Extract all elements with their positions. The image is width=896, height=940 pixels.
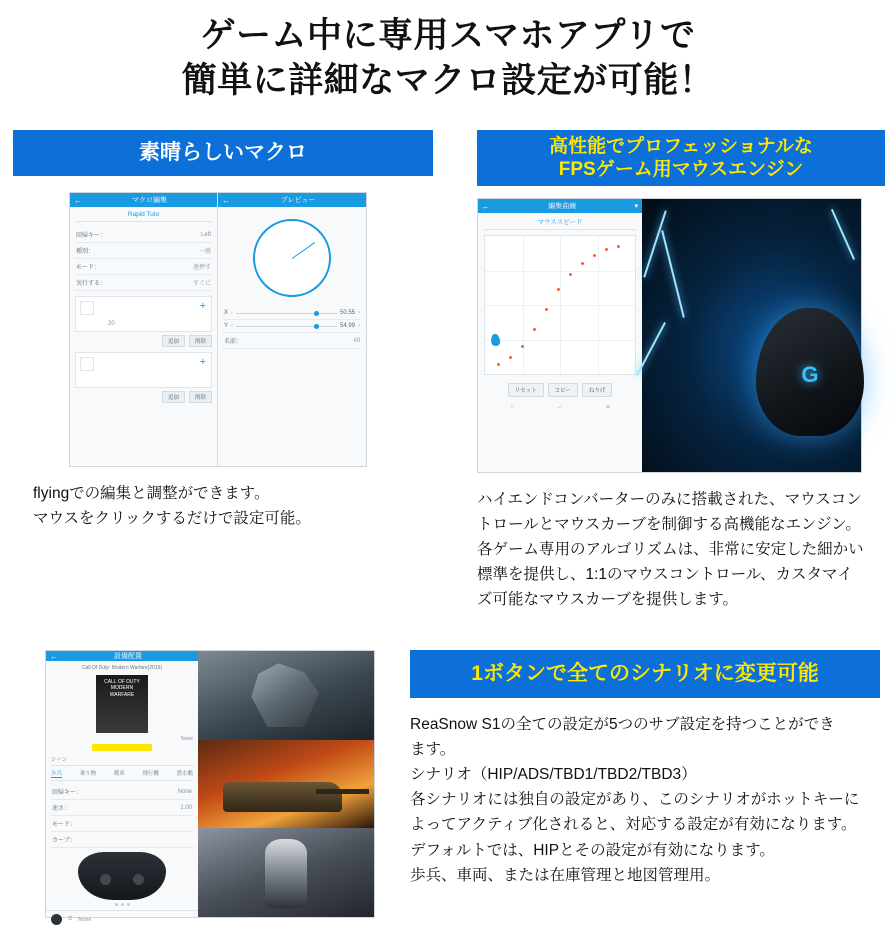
pager-dot[interactable] bbox=[115, 903, 118, 906]
pager-dots bbox=[51, 903, 193, 906]
scenario-text-line-7: 歩兵、車両、または在庫管理と地図管理用。 bbox=[410, 866, 721, 884]
pager-dot[interactable] bbox=[121, 903, 124, 906]
add-icon[interactable]: + bbox=[199, 300, 206, 312]
scenario-row-label: 回帰キー： bbox=[52, 790, 83, 796]
lightning-icon bbox=[830, 209, 854, 260]
scenario-text-line-4: 各シナリオには独自の設定があり、このシナリオがホットキーに bbox=[410, 791, 860, 809]
curve-apply-button[interactable]: ねりげ bbox=[582, 383, 613, 397]
left-stick-icon bbox=[100, 874, 111, 885]
macro-banner: 素晴らしいマクロ bbox=[13, 130, 433, 176]
preview-x-label: X bbox=[224, 310, 229, 316]
back-arrow-icon[interactable]: ← bbox=[50, 651, 58, 661]
scenario-title: 設備配置 bbox=[114, 653, 142, 660]
macro-preview-titlebar bbox=[218, 193, 366, 207]
tank-artwork bbox=[198, 740, 374, 829]
curve-foot-plus[interactable]: ＋ bbox=[509, 405, 515, 411]
scenario-game-name: Call Of Duty: Modern Warfare(2019) bbox=[81, 665, 163, 671]
scenario-banner bbox=[410, 650, 880, 698]
soldier-artwork bbox=[198, 828, 374, 917]
scenario-config-panel bbox=[46, 651, 198, 923]
scenario-tabs bbox=[51, 769, 193, 781]
tab-infantry[interactable]: 歩兵 bbox=[51, 771, 63, 777]
water-drop-icon bbox=[490, 333, 501, 346]
scenario-foot-value: None bbox=[78, 916, 92, 923]
pager-dot[interactable] bbox=[127, 903, 130, 906]
macro-edit-titlebar bbox=[70, 193, 217, 207]
curve-foot-minus[interactable]: ー bbox=[557, 405, 563, 411]
macro-preview-title: プレビュー bbox=[280, 197, 316, 204]
engine-banner-line-1: 高性能でプロフェッショナルな bbox=[549, 135, 813, 157]
tab-aircraft[interactable]: 飛行機 bbox=[142, 771, 159, 777]
mouse-speed-curve-chart[interactable] bbox=[484, 235, 636, 375]
tank-shape-icon bbox=[223, 782, 343, 812]
curve-editor-panel bbox=[478, 199, 642, 472]
headline-line-1: ゲーム中に専用スマホアプリで bbox=[200, 16, 696, 55]
engine-description bbox=[477, 487, 885, 613]
macro-caption-line-1: flyingでの編集と調整ができます。 bbox=[33, 485, 270, 502]
preview-y-value: 54.99 bbox=[339, 323, 355, 329]
scenario-row-label: モード： bbox=[52, 822, 76, 828]
chevron-left-icon[interactable]: ‹ bbox=[231, 323, 234, 329]
game-card-line-3: WARFARE bbox=[109, 691, 135, 698]
macro-section bbox=[13, 130, 433, 531]
scenario-row[interactable] bbox=[51, 816, 193, 832]
scenario-row[interactable] bbox=[51, 784, 193, 800]
macro-add-button[interactable]: 追加 bbox=[162, 335, 185, 347]
key-square-icon bbox=[80, 301, 94, 315]
chevron-down-icon[interactable]: ▾ bbox=[634, 203, 638, 210]
preview-y-label: Y bbox=[224, 323, 229, 329]
macro-caption-line-2: マウスをクリックするだけで設定可能。 bbox=[33, 510, 311, 528]
macro-row[interactable] bbox=[75, 259, 212, 275]
curve-editor-footer bbox=[484, 397, 636, 415]
macro-delete-button[interactable]: 削除 bbox=[189, 335, 212, 347]
preview-x-value: 50.55 bbox=[339, 310, 355, 316]
engine-mockup bbox=[477, 198, 862, 473]
chevron-right-icon[interactable]: › bbox=[358, 323, 360, 329]
preview-name-row[interactable] bbox=[223, 333, 361, 349]
scenario-text-line-6: デフォルトでは、HIPとその設定が有効になります。 bbox=[410, 841, 775, 859]
mouse-logo-icon: G bbox=[801, 361, 819, 387]
engine-text-line-2: トロールとマウスカーブを制御する高機能なエンジン。 bbox=[477, 516, 861, 534]
macro-phone-mockups bbox=[69, 192, 367, 467]
macro-add-button[interactable]: 追加 bbox=[162, 391, 185, 403]
macro-step-value: 20 bbox=[108, 321, 115, 327]
curve-editor-buttons bbox=[484, 383, 636, 397]
mech-artwork bbox=[198, 651, 374, 740]
back-arrow-icon[interactable]: ← bbox=[482, 201, 490, 211]
scenario-row[interactable] bbox=[51, 832, 193, 848]
scenario-description bbox=[410, 712, 878, 888]
macro-row-label: モード： bbox=[76, 265, 100, 271]
macro-edit-phone bbox=[70, 193, 218, 466]
back-arrow-icon[interactable]: ← bbox=[74, 195, 82, 205]
scenario-text-line-1: ReaSnow S1の全ての設定が5つのサブ設定を持つことができ bbox=[410, 716, 835, 733]
scenario-body bbox=[46, 661, 198, 910]
tab-vehicle[interactable]: 乗り物 bbox=[79, 771, 97, 777]
curve-chart-title: マウススピード bbox=[484, 217, 636, 230]
scenario-titlebar bbox=[46, 651, 198, 661]
mouse-body bbox=[756, 308, 864, 436]
page-headline bbox=[0, 0, 896, 110]
lightning-icon bbox=[643, 210, 667, 277]
macro-step-block[interactable] bbox=[75, 352, 212, 388]
macro-row[interactable] bbox=[75, 243, 212, 259]
gaming-mouse-photo bbox=[642, 199, 861, 472]
gamepad-icon[interactable] bbox=[78, 852, 166, 900]
curve-foot-star[interactable]: ＊ bbox=[605, 405, 611, 411]
macro-row-value: Left bbox=[200, 231, 211, 238]
back-arrow-icon[interactable]: ← bbox=[222, 195, 230, 205]
clock-icon: ⏱ bbox=[68, 916, 73, 922]
profile-icon[interactable] bbox=[51, 914, 62, 925]
engine-text-line-4: 標準を提供し、1:1のマウスコントロール、カスタマイ bbox=[477, 566, 853, 584]
macro-row-label: 実行する： bbox=[76, 281, 107, 287]
soldier-shape-icon bbox=[265, 839, 307, 908]
chevron-left-icon[interactable]: ‹ bbox=[231, 310, 234, 316]
scenario-text-line-2: ます。 bbox=[410, 741, 456, 759]
macro-row[interactable] bbox=[75, 227, 212, 243]
macro-edit-subtitle: Rapid Tuto bbox=[75, 211, 212, 222]
add-icon[interactable]: + bbox=[199, 356, 206, 368]
macro-step-block[interactable] bbox=[75, 296, 212, 332]
macro-row-value: すぐに bbox=[192, 281, 211, 287]
macro-row[interactable] bbox=[75, 275, 212, 291]
macro-row-value: 一般 bbox=[198, 249, 211, 255]
chevron-right-icon[interactable]: › bbox=[358, 310, 360, 316]
engine-section bbox=[477, 130, 885, 613]
preview-slider-row[interactable] bbox=[223, 320, 361, 333]
macro-delete-button[interactable]: 削除 bbox=[189, 391, 212, 403]
preview-name-value: #0 bbox=[353, 337, 360, 344]
headline-line-2: 簡単に詳細なマクロ設定が可能！ bbox=[181, 60, 715, 100]
engine-banner-line-2: FPSゲーム用マウスエンジン bbox=[558, 159, 804, 180]
scenario-text-line-5: よってアクティブ化されると、対応する設定が有効になります。 bbox=[410, 816, 857, 834]
game-cover-art bbox=[96, 675, 148, 733]
macro-preview-phone bbox=[218, 193, 366, 466]
curve-editor-titlebar bbox=[478, 199, 642, 213]
macro-caption bbox=[13, 481, 433, 531]
macro-edit-body bbox=[70, 207, 217, 466]
engine-text-line-1: ハイエンドコンバーターのみに搭載された、マウスコン bbox=[477, 491, 862, 508]
scenario-section-label: シーン bbox=[51, 755, 193, 766]
curve-copy-button[interactable]: コピー bbox=[548, 383, 578, 397]
macro-edit-title: マクロ編集 bbox=[132, 197, 167, 204]
scenario-row[interactable] bbox=[51, 800, 193, 816]
preview-x-track[interactable] bbox=[236, 313, 337, 314]
macro-preview-body bbox=[218, 207, 366, 466]
macro-row-label: 種別： bbox=[76, 249, 95, 255]
scenario-footer bbox=[46, 910, 198, 928]
macro-step-buttons bbox=[75, 391, 212, 403]
scenario-mockup bbox=[45, 650, 375, 923]
scenario-art-column bbox=[198, 651, 374, 917]
scenario-row-label: 速さ： bbox=[52, 806, 71, 812]
game-card-line-2: MODERN bbox=[110, 685, 134, 692]
engine-banner bbox=[477, 130, 885, 186]
engine-text-line-5: ズ可能なマウスカーブを提供します。 bbox=[477, 591, 739, 609]
scenario-row-label: カーブ： bbox=[52, 838, 76, 844]
scenario-row-value: 1.00 bbox=[180, 804, 192, 811]
preview-name-label: 名前： bbox=[224, 339, 243, 345]
engine-text-line-3: 各ゲーム専用のアルゴリズムは、非常に安定した細かい bbox=[477, 541, 864, 559]
preview-gauge-icon bbox=[253, 219, 331, 297]
tab-submarine[interactable]: 潜水艦 bbox=[176, 771, 193, 777]
scenario-field-value: None bbox=[181, 736, 193, 742]
lightning-icon bbox=[661, 230, 684, 318]
curve-chart-pane bbox=[478, 213, 642, 472]
game-card-line-1: CALL OF DUTY bbox=[104, 679, 140, 685]
curve-editor-title: 編集曲線 bbox=[548, 203, 577, 210]
preview-y-track[interactable] bbox=[236, 326, 337, 327]
tab-tank[interactable]: 戦車 bbox=[113, 771, 125, 777]
preview-slider-row[interactable] bbox=[223, 307, 361, 320]
scenario-banner-label: 1ボタンで全てのシナリオに変更可能 bbox=[471, 662, 819, 686]
macro-row-label: 回帰キー： bbox=[76, 233, 107, 239]
mech-shape-icon bbox=[240, 663, 332, 727]
macro-row-value: 連押す bbox=[192, 265, 211, 271]
highlight-bar bbox=[92, 744, 152, 751]
curve-reset-button[interactable]: リセット bbox=[508, 383, 544, 397]
scenario-text-line-3: シナリオ（HIP/ADS/TBD1/TBD2/TBD3） bbox=[410, 766, 697, 784]
right-stick-icon bbox=[133, 874, 144, 885]
scenario-row-value: None bbox=[177, 788, 192, 795]
macro-step-buttons bbox=[75, 335, 212, 347]
key-square-icon bbox=[80, 357, 94, 371]
